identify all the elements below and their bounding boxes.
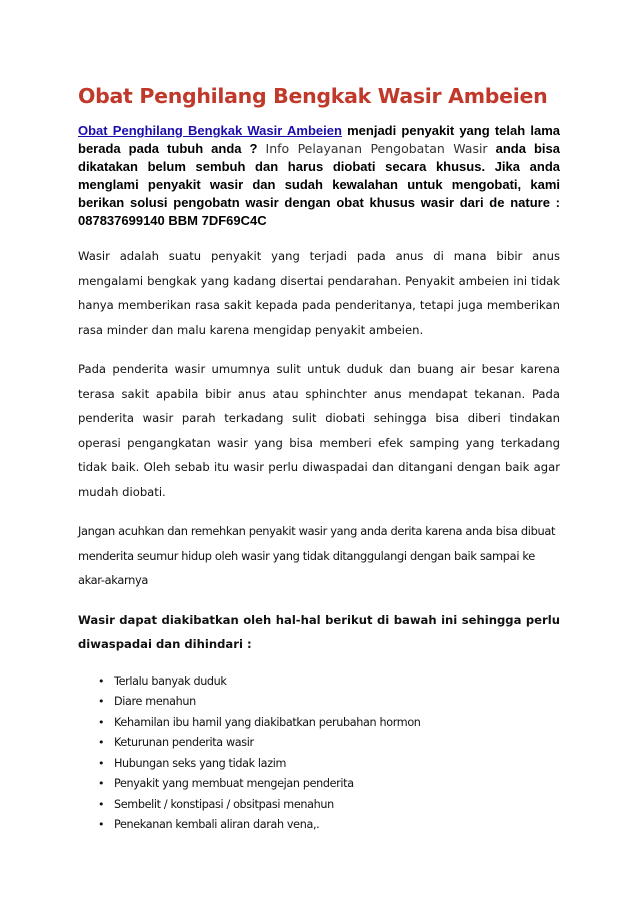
list-item [100, 713, 560, 734]
list-item-text: Kehamilan ibu hamil yang diakibatkan perubahan hormon [114, 715, 421, 729]
list-item [100, 692, 560, 713]
bullet-icon: • [98, 756, 105, 770]
paragraph-4: Wasir dapat diakibatkan oleh hal-hal berikut di bawah ini sehingga perlu diwaspadai dan dihindari : [78, 612, 560, 651]
list-item-text: Keturunan penderita wasir [114, 736, 254, 749]
paragraph-3: Jangan acuhkan dan remehkan penyakit wasir yang anda derita karena anda bisa dibuat menderita seumur hidup oleh wasir yang tidak ditanggulangi dengan baik sampai ke akar-akarnya [78, 524, 556, 587]
list-item [100, 815, 560, 836]
intro-text-3: anda bisa dikatakan belum sembuh dan harus diobati secara khusus. Jika anda menglami penyakit wasir dan sudah kewalahan untuk mengobati, kami berikan solusi pengobatn wasir dengan obat khusus wasir dari de nature : 087837699140 BBM 7DF69C4C [78, 141, 561, 228]
list-item [100, 733, 560, 754]
cause-list [78, 672, 560, 836]
paragraph-1: Wasir adalah suatu penyakit yang terjadi pada anus di mana bibir anus mengalami bengkak yang kadang disertai pendarahan. Penyakit ambeien ini tidak hanya memberikan rasa sakit kepada pada penderitanya, tetapi juga memberikan rasa minder dan malu karena mengidap penyakit ambeien. [78, 249, 560, 337]
list-item [100, 795, 560, 816]
intro-text-1: menjadi penyakit yang telah lama berada pada tubuh anda ? [78, 123, 560, 156]
bullet-icon: • [98, 736, 105, 749]
list-item-text: Terlalu banyak duduk [114, 674, 227, 688]
list-item [100, 774, 560, 795]
bullet-icon: • [98, 777, 105, 790]
bullet-icon: • [98, 674, 105, 688]
list-item-text: Diare menahun [114, 695, 196, 708]
list-item-text: Penekanan kembali aliran darah vena,. [114, 818, 320, 831]
title-link[interactable]: Obat Penghilang Bengkak Wasir Ambeien [78, 123, 342, 138]
bullet-icon: • [98, 695, 105, 708]
bullet-icon: • [98, 715, 105, 729]
intro-text-2: Info Pelayanan Pengobatan Wasir [265, 141, 488, 156]
list-item [100, 672, 560, 693]
bullet-icon: • [98, 797, 105, 811]
paragraph-2: Pada penderita wasir umumnya sulit untuk duduk dan buang air besar karena terasa sakit apabila bibir anus atau sphinchter anus mendapat tekanan. Pada penderita wasir parah terkadang sulit diobati sehingga bisa diberi tindakan operasi pengangkatan wasir yang bisa memberi efek samping yang terkadang tidak baik. Oleh sebab itu wasir perlu diwaspadai dan ditangani dengan baik agar mudah diobati. [78, 362, 560, 499]
page-title: Obat Penghilang Bengkak Wasir Ambeien [78, 84, 548, 108]
intro-paragraph [78, 122, 560, 230]
bullet-icon: • [98, 818, 105, 831]
list-item [100, 754, 560, 775]
list-item-text: Hubungan seks yang tidak lazim [114, 756, 287, 770]
list-item-text: Penyakit yang membuat mengejan penderita [114, 777, 354, 790]
list-item-text: Sembelit / konstipasi / obsitpasi menahun [114, 797, 334, 811]
